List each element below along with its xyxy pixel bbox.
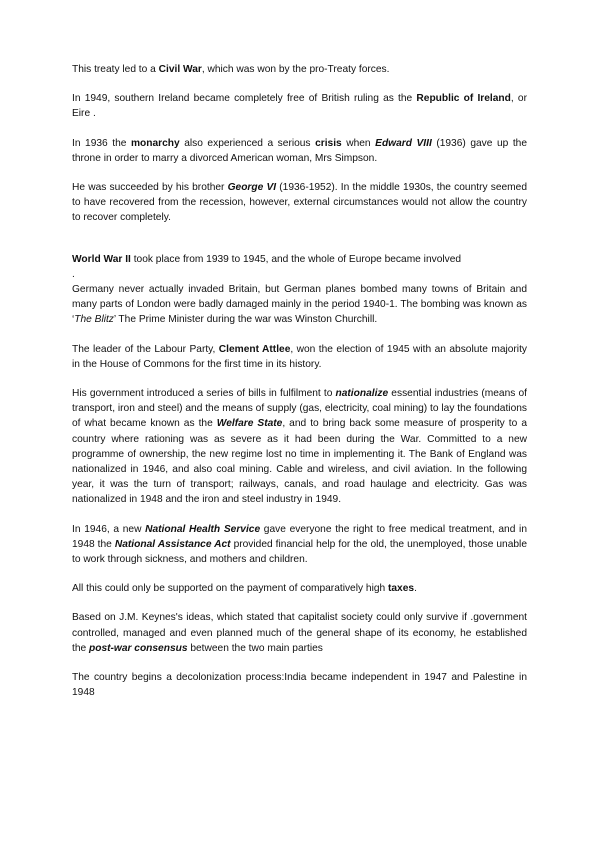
text-run: provided financial help for the old, the unemployed, those unable to work through sickness, and mothers and children. [72, 538, 527, 566]
paragraph-keynes [72, 610, 527, 656]
emphasis-post-war-consensus: post-war consensus [89, 642, 188, 654]
paragraph-republic-ireland [72, 91, 527, 121]
paragraph-blitz [72, 282, 527, 328]
text-run: . [72, 268, 75, 280]
paragraph-attlee [72, 342, 527, 372]
text-run: The country begins a decolonization process:India became independent in 1947 and Palestine in 1948 [72, 672, 527, 699]
emphasis-republic-of-ireland: Republic of Ireland [416, 93, 511, 105]
text-run: gave everyone the right to free medical treatment, and in 1948 the [72, 523, 527, 550]
text-run: , and to bring back some measure of prosperity to a country where rationing was as severe as it had been during the War. Committed to a new programme of ownership, the new regime lost no time in implementing it. The Bank of England was nationalized in 1946, and also coal mining. Cable and wireless, and civil aviation. In the following year, it was the turn of transport; railways, canals, and road haulage and electricity. Gas was nationalized in 1948 and the iron and steel industry in 1949. [72, 418, 527, 506]
text-run: when [341, 137, 376, 149]
emphasis-national-assistance-act: National Assistance Act [114, 538, 231, 550]
paragraph-stray-dot [72, 267, 527, 282]
text-run: (1936) gave up the throne in order to marry a divorced American woman, Mrs Simpson. [72, 137, 527, 164]
text-run: Based on J.M. Keynes's ideas, which stated that capitalist society could only survive if .government controlled, managed and even planned much of the general shape of its economy, he established the [72, 612, 527, 654]
text-run: , or Eire . [72, 93, 527, 120]
text-run: Germany never actually invaded Britain, but German planes bombed many towns of Britain and many parts of London were badly damaged mainly in the period 1940-1. The bombing was known as ‘ [72, 284, 527, 326]
emphasis-monarchy: monarchy [130, 137, 180, 149]
emphasis-edward-viii: Edward VIII [375, 137, 432, 149]
text-run: All this could only be supported on the payment of comparatively high [72, 583, 388, 595]
emphasis-world-war-ii: World War II [72, 253, 131, 265]
text-run: In 1949, southern Ireland became completely free of British ruling as the [72, 93, 417, 105]
emphasis-national-health-service: National Health Service [145, 523, 261, 535]
text-run: essential industries (means of transport, iron and steel) and the means of supply (gas, electricity, coal mining) to lay the foundations of what became known as the [72, 388, 527, 430]
paragraph-taxes [72, 581, 527, 596]
paragraph-world-war-ii [72, 252, 527, 267]
document-page [72, 62, 527, 701]
paragraph-george-vi [72, 180, 527, 226]
emphasis-welfare-state: Welfare State [216, 418, 283, 430]
emphasis-crisis: crisis [315, 137, 342, 149]
paragraph-decolonization [72, 670, 527, 700]
emphasis-the-blitz: The Blitz [74, 314, 114, 326]
text-run: . [414, 583, 417, 595]
paragraph-civil-war [72, 62, 527, 77]
text-run: also experienced a serious [179, 137, 316, 149]
text-run: The leader of the Labour Party, [72, 343, 219, 355]
text-run: ’ The Prime Minister during the war was Winston Churchill. [113, 314, 378, 326]
emphasis-george-vi: George VI [227, 182, 277, 194]
paragraph-monarchy-crisis [72, 136, 527, 166]
text-run: His government introduced a series of bills in fulfilment to [72, 388, 336, 400]
emphasis-clement-attlee: Clement Attlee [218, 343, 291, 355]
text-run: In 1936 the [72, 137, 131, 149]
emphasis-taxes: taxes [388, 583, 415, 595]
text-run: between the two main parties [187, 642, 323, 654]
paragraph-nationalize [72, 386, 527, 508]
emphasis-civil-war: Civil War [158, 64, 202, 75]
emphasis-nationalize: nationalize [335, 388, 389, 400]
text-run: He was succeeded by his brother [72, 182, 228, 194]
text-run: (1936-1952). In the middle 1930s, the country seemed to have recovered from the recession, however, external circumstances would not allow the country to recover completely. [72, 182, 527, 224]
text-run: In 1946, a new [72, 523, 146, 535]
text-run: , which was won by the pro-Treaty forces. [201, 64, 390, 75]
text-run: This treaty led to a [72, 64, 159, 75]
text-run: , won the election of 1945 with an absolute majority in the House of Commons for the first time in its history. [72, 343, 527, 370]
text-run: took place from 1939 to 1945, and the whole of Europe became involved [130, 253, 462, 265]
paragraph-nhs [72, 522, 527, 568]
